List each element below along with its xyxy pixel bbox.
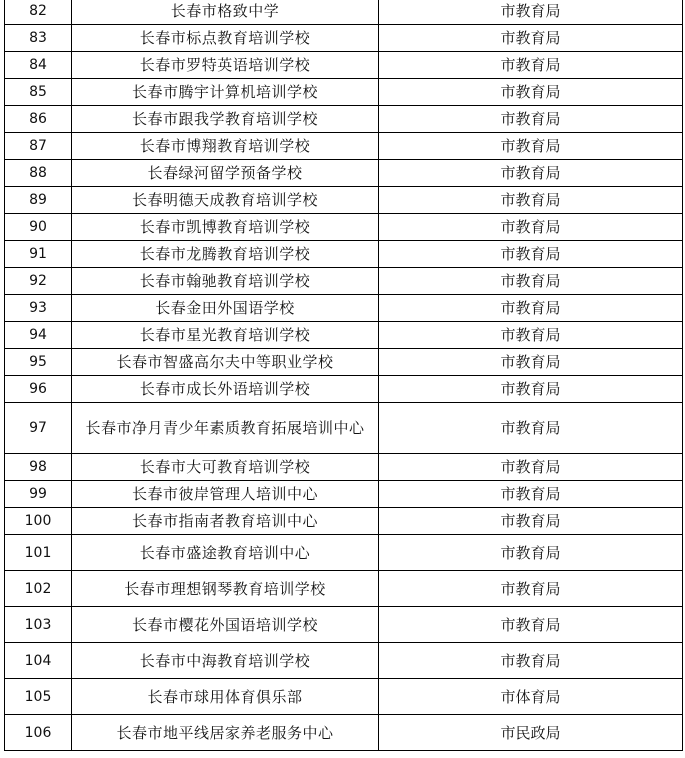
- supervising-department: 市教育局: [379, 607, 683, 643]
- row-number: 102: [5, 571, 72, 607]
- supervising-department: 市教育局: [379, 160, 683, 187]
- supervising-department: 市教育局: [379, 268, 683, 295]
- row-number: 99: [5, 481, 72, 508]
- table-row: [5, 607, 683, 643]
- supervising-department: 市教育局: [379, 0, 683, 25]
- organization-name: 长春市净月青少年素质教育拓展培训中心: [72, 403, 379, 454]
- supervising-department: 市教育局: [379, 454, 683, 481]
- organization-table: [4, 0, 683, 751]
- organization-name: 长春绿河留学预备学校: [72, 160, 379, 187]
- row-number: 88: [5, 160, 72, 187]
- supervising-department: 市教育局: [379, 52, 683, 79]
- row-number: 82: [5, 0, 72, 25]
- organization-name: 长春市龙腾教育培训学校: [72, 241, 379, 268]
- row-number: 103: [5, 607, 72, 643]
- row-number: 94: [5, 322, 72, 349]
- table-body: [5, 0, 683, 751]
- row-number: 84: [5, 52, 72, 79]
- organization-name: 长春市樱花外国语培训学校: [72, 607, 379, 643]
- organization-name: 长春市博翔教育培训学校: [72, 133, 379, 160]
- supervising-department: 市教育局: [379, 25, 683, 52]
- organization-name: 长春市跟我学教育培训学校: [72, 106, 379, 133]
- row-number: 97: [5, 403, 72, 454]
- supervising-department: 市教育局: [379, 106, 683, 133]
- table-row: [5, 349, 683, 376]
- supervising-department: 市民政局: [379, 715, 683, 751]
- table-row: [5, 133, 683, 160]
- table-row: [5, 679, 683, 715]
- supervising-department: 市教育局: [379, 295, 683, 322]
- table-row: [5, 106, 683, 133]
- organization-name: 长春市指南者教育培训中心: [72, 508, 379, 535]
- row-number: 86: [5, 106, 72, 133]
- organization-name: 长春市中海教育培训学校: [72, 643, 379, 679]
- organization-name: 长春市星光教育培训学校: [72, 322, 379, 349]
- table-row: [5, 403, 683, 454]
- table-row: [5, 376, 683, 403]
- table-row: [5, 160, 683, 187]
- row-number: 89: [5, 187, 72, 214]
- supervising-department: 市教育局: [379, 187, 683, 214]
- organization-name: 长春市盛途教育培训中心: [72, 535, 379, 571]
- table-row: [5, 508, 683, 535]
- organization-name: 长春市格致中学: [72, 0, 379, 25]
- row-number: 93: [5, 295, 72, 322]
- organization-name: 长春市地平线居家养老服务中心: [72, 715, 379, 751]
- organization-name: 长春金田外国语学校: [72, 295, 379, 322]
- organization-name: 长春市罗特英语培训学校: [72, 52, 379, 79]
- table-row: [5, 571, 683, 607]
- supervising-department: 市教育局: [379, 79, 683, 106]
- row-number: 100: [5, 508, 72, 535]
- row-number: 98: [5, 454, 72, 481]
- organization-name: 长春市标点教育培训学校: [72, 25, 379, 52]
- row-number: 92: [5, 268, 72, 295]
- table-row: [5, 241, 683, 268]
- organization-name: 长春市彼岸管理人培训中心: [72, 481, 379, 508]
- table-row: [5, 0, 683, 25]
- organization-name: 长春市球用体育俱乐部: [72, 679, 379, 715]
- row-number: 101: [5, 535, 72, 571]
- organization-name: 长春市腾宇计算机培训学校: [72, 79, 379, 106]
- supervising-department: 市教育局: [379, 241, 683, 268]
- supervising-department: 市教育局: [379, 643, 683, 679]
- supervising-department: 市教育局: [379, 508, 683, 535]
- table-row: [5, 268, 683, 295]
- row-number: 91: [5, 241, 72, 268]
- row-number: 85: [5, 79, 72, 106]
- supervising-department: 市教育局: [379, 322, 683, 349]
- organization-name: 长春市智盛高尔夫中等职业学校: [72, 349, 379, 376]
- table-row: [5, 295, 683, 322]
- row-number: 96: [5, 376, 72, 403]
- table-row: [5, 79, 683, 106]
- table-row: [5, 535, 683, 571]
- row-number: 106: [5, 715, 72, 751]
- organization-name: 长春市凯博教育培训学校: [72, 214, 379, 241]
- table-row: [5, 322, 683, 349]
- table-row: [5, 187, 683, 214]
- supervising-department: 市教育局: [379, 133, 683, 160]
- organization-name: 长春市理想钢琴教育培训学校: [72, 571, 379, 607]
- supervising-department: 市教育局: [379, 376, 683, 403]
- table-row: [5, 52, 683, 79]
- table-row: [5, 25, 683, 52]
- supervising-department: 市教育局: [379, 535, 683, 571]
- supervising-department: 市体育局: [379, 679, 683, 715]
- row-number: 83: [5, 25, 72, 52]
- row-number: 87: [5, 133, 72, 160]
- organization-name: 长春明德天成教育培训学校: [72, 187, 379, 214]
- row-number: 104: [5, 643, 72, 679]
- supervising-department: 市教育局: [379, 481, 683, 508]
- table-row: [5, 643, 683, 679]
- organization-name: 长春市大可教育培训学校: [72, 454, 379, 481]
- supervising-department: 市教育局: [379, 403, 683, 454]
- table-row: [5, 481, 683, 508]
- supervising-department: 市教育局: [379, 571, 683, 607]
- row-number: 90: [5, 214, 72, 241]
- supervising-department: 市教育局: [379, 349, 683, 376]
- table-row: [5, 214, 683, 241]
- supervising-department: 市教育局: [379, 214, 683, 241]
- organization-name: 长春市成长外语培训学校: [72, 376, 379, 403]
- organization-name: 长春市翰驰教育培训学校: [72, 268, 379, 295]
- row-number: 105: [5, 679, 72, 715]
- table-row: [5, 715, 683, 751]
- table-row: [5, 454, 683, 481]
- row-number: 95: [5, 349, 72, 376]
